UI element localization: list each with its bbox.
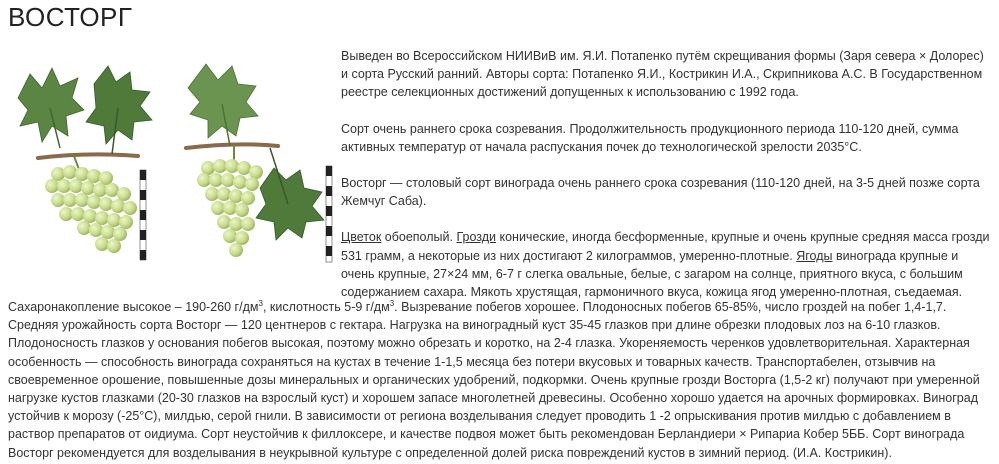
link-flower[interactable]: Цветок: [341, 230, 382, 245]
scale-bar-left: [140, 170, 146, 260]
scale-bar-right: [326, 166, 332, 262]
paragraph-agronomy: [8, 298, 993, 462]
text-clusters: конические, иногда бесформенные, крупные и очень крупные средняя масса грозди 531 грамм, а некоторые из них достигают 2 килограммов, умеренно-плотные.: [341, 230, 990, 263]
paragraph-summary: Восторг — столовый сорт винограда очень раннего срока созревания (110-120 дней, на 3-5 дней позже сорта Жемчуг Саба).: [341, 176, 980, 209]
text-acidity: , кислотность 5-9 г/дм: [262, 300, 390, 314]
leaf-left-1: [18, 68, 84, 148]
grape-cluster-right: [197, 146, 263, 257]
text-flower: обоеполый.: [381, 230, 457, 245]
description-column: [341, 47, 993, 301]
paragraph-ripening: Сорт очень раннего срока созревания. Продолжительность продукционного периода 110-120 дней, сумма активных температур от начала распускания почек до технологической зрелости 2035°С.: [341, 121, 959, 154]
leaf-right-1: [188, 64, 258, 146]
link-clusters[interactable]: Грозди: [456, 230, 497, 245]
paragraph-origin: Выведен во Всероссийском НИИВиВ им. Я.И. Потапенко путём скрещивания формы (Заря севера × Долорес) и сорта Русский ранний. Авторы сорта: Потапенко Я.И., Кострикин И.А., Скрипникова А.С. В Государственном реестре селекционных достижений допущенных к использованию с 1992 года.: [341, 49, 984, 100]
page-title: ВОСТОРГ: [8, 2, 133, 32]
leaf-left-2: [86, 66, 152, 154]
paragraph-morphology: [341, 228, 993, 301]
cane-left: [38, 154, 138, 158]
superscript-1: 3: [258, 298, 263, 308]
cane-right: [186, 144, 278, 148]
text-agronomy-body: . Вызревание побегов хорошее. Плодоносных побегов 65-85%, число гроздей на побег 1,4-1,7. Средняя урожайность сорта Восторг — 120 центнеров с гектара. Нагрузка на виноградный куст 35-45 глазков при длине обрезки плодовых лоз на 6-10 глазков. Плодоносность глазков у основания побегов высокая, поэтому можно обрезать и коротко, на 2-4 глазка. Укореняемость черенков удовлетворительная. Характерная особенность — способность винограда сохраняться на кустах в течение 1-1,5 месяца без потери вкусовых и товарных качеств. Транспортабелен, отзывчив на своевременное орошение, повышенные дозы минеральных и органических удобрений, подкормки. Очень крупные грозди Восторга (1,5-2 кг) получают при умеренной нагрузке кустов глазками (20-30 глазков на взрослый куст) и хорошем запасе многолетней древесины. Особенно хорошо удается на арочных формировках. Виноград устойчив к морозу (-25°С), милдью, серой гнили. В зависимости от региона возделывания следует проводить 1 -2 опрыскивания против милдью с добавлением в раствор препаратов от оидиума. Сорт неустойчив к филлоксере, и качестве подвоя может быть рекомендован Берландиери × Рипариа Кобер 5ББ. Сорт винограда Восторг рекомендуется для возделывания в неукрывной культуре с определенной долей риска повреждений кустов в зимний период. (И.А. Кострикин).: [8, 300, 980, 460]
link-berries[interactable]: Ягоды: [796, 248, 833, 263]
grape-cluster-left: [45, 156, 137, 253]
text-sugar: Сахаронакопление высокое – 190-260 г/дм: [8, 300, 259, 314]
grape-illustration: [8, 48, 338, 270]
leaf-right-2: [256, 148, 324, 240]
superscript-2: 3: [389, 298, 395, 308]
grape-cluster-image: [8, 48, 338, 270]
text-berries: винограда крупные и очень крупные, 27×24 мм, 6-7 г слегка овальные, белые, с загаром на солнце, приятного вкуса, с большим содержанием сахара. Мякоть хрустящая, гармоничного вкуса, кожица ягод умеренно-плотная, съедаемая.: [341, 248, 963, 300]
